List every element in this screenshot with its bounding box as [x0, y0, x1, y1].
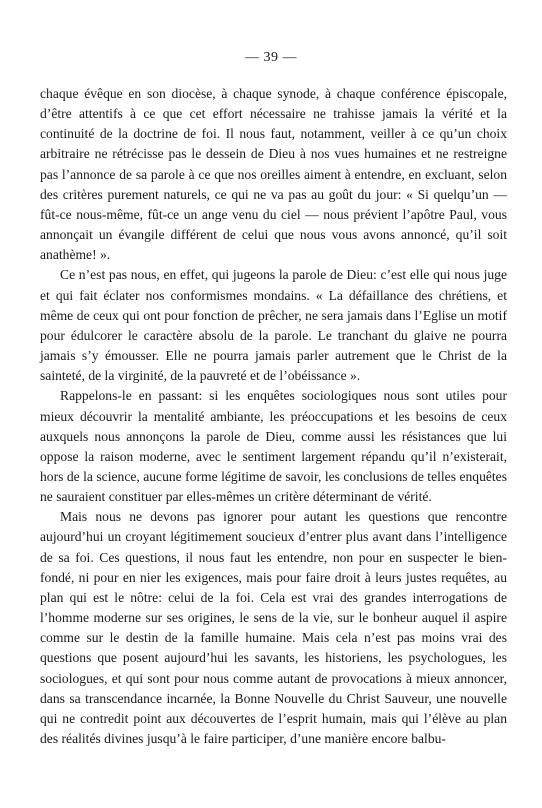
paragraph-4: Mais nous ne devons pas ignorer pour autant les questions que rencontre aujourd’hui un croyant légitimement soucieux d’entrer plus avant dans l’intelligence de sa foi. Ces questions, il nous faut les entendre, non pour en suspecter le bien-fondé, ni pour en nier les exigences, mais pour faire droit à leurs justes requêtes, au plan qui est le nôtre: celui de la foi. Cela est vrai des grandes interrogations de l’homme moderne sur ses origines, le sens de la vie, sur le bonheur auquel il aspire comme sur le destin de la famille humaine. Mais cela n’est pas moins vrai des questions que posent aujourd’hui les savants, les historiens, les psychologues, les sociologues, et qui sont pour nous comme autant de provocations à mieux annoncer, dans sa transcendance incarnée, la Bonne Nouvelle du Christ Sauveur, une nouvelle qui ne contredit point aux découvertes de l’esprit humain, mais qui l’élève au plan des réalités divines jusqu’à le faire participer, d’une manière encore balbu-: [40, 509, 507, 746]
page-number: — 39 —: [245, 50, 297, 65]
paragraph-2: Ce n’est pas nous, en effet, qui jugeons la parole de Dieu: c’est elle qui nous juge et qui fait éclater nos conformismes mondains. « La défaillance des chrétiens, et même de ceux qui ont pour fonction de prêcher, ne sera jamais dans l’Eglise un motif pour édulcorer le caractère absolu de la parole. Le tranchant du glaive ne pourra jamais s’y émousser. Elle ne pourra jamais parler autrement que le Christ de la sainteté, de la virginité, de la pauvreté et de l’obéissance ».: [40, 267, 507, 384]
body-text: [40, 84, 507, 749]
paragraph-3: Rappelons-le en passant: si les enquêtes sociologiques nous sont utiles pour mieux découvrir la mentalité ambiante, les préoccupations et les besoins de ceux auxquels nous annonçons la parole de Dieu, comme aussi les résistances que lui oppose la raison moderne, avec le sentiment largement répandu qu’il n’existerait, hors de la science, aucune forme légitime de savoir, les conclusions de telles enquêtes ne sauraient constituer par elles-mêmes un critère déterminant de vérité.: [40, 388, 507, 505]
paragraph-1: chaque évêque en son diocèse, à chaque synode, à chaque conférence épiscopale, d’être attentifs à ce que cet effort nécessaire ne trahisse jamais la vérité et la continuité de la doctrine de foi. Il nous faut, notamment, veiller à ce qu’un choix arbitraire ne rétrécisse pas le dessein de Dieu à nos vues humaines et ne restreigne pas l’annonce de sa parole à ce que nos oreilles aiment à entendre, en excluant, selon des critères purement naturels, ce qui ne va pas au goût du jour: « Si quelqu’un — fût-ce nous-même, fût-ce un ange venu du ciel — nous prévient l’apôtre Paul, vous annonçait un évangile différent de celui que nous vous avons annoncé, qu’il soit anathème! ».: [40, 86, 507, 263]
